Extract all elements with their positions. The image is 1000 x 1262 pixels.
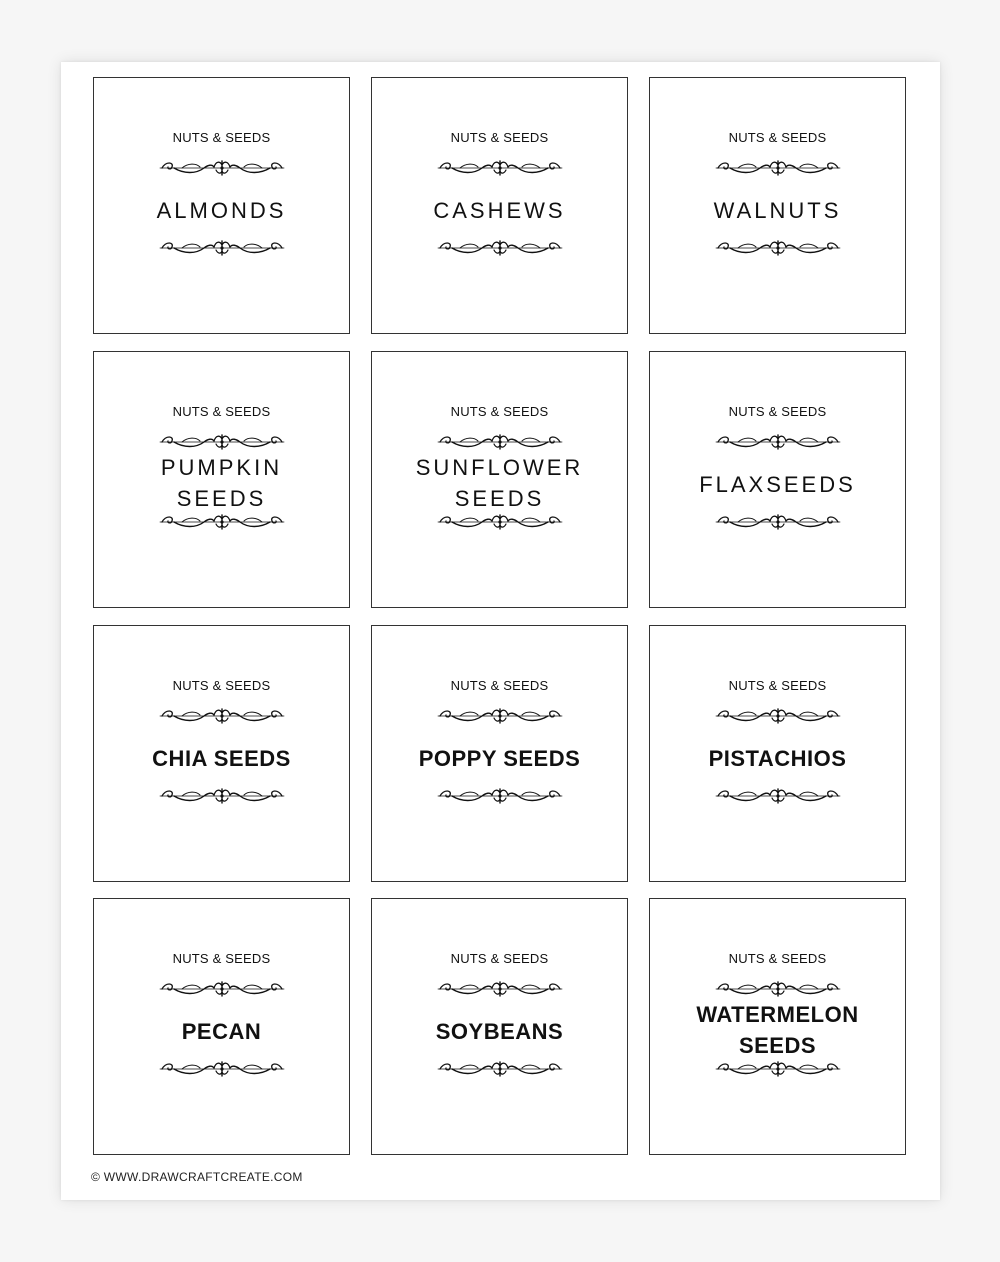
label-name: CHIA SEEDS — [152, 746, 291, 771]
label-name: SUNFLOWER SEEDS — [415, 455, 584, 511]
flourish-bottom-icon — [158, 787, 286, 805]
flourish-top-icon — [714, 980, 842, 998]
flourish-bottom-icon — [714, 787, 842, 805]
flourish-bottom-icon — [158, 1060, 286, 1078]
pantry-label — [93, 77, 350, 334]
pantry-label — [371, 898, 628, 1155]
label-name: PECAN — [181, 1019, 262, 1044]
flourish-bottom-icon — [436, 1060, 564, 1078]
flourish-top-icon — [158, 433, 286, 451]
pantry-label — [371, 625, 628, 882]
flourish-bottom-icon — [158, 239, 286, 257]
label-name: PISTACHIOS — [708, 746, 847, 771]
label-name: SOYBEANS — [435, 1019, 564, 1044]
flourish-top-icon — [714, 159, 842, 177]
pantry-label — [93, 625, 350, 882]
label-name: PUMPKIN SEEDS — [160, 455, 283, 511]
flourish-top-icon — [158, 707, 286, 725]
label-name: CASHEWS — [433, 198, 566, 223]
label-category: NUTS & SEEDS — [728, 404, 827, 419]
printable-sheet — [61, 62, 940, 1200]
label-name: FLAXSEEDS — [699, 472, 856, 497]
label-name: ALMONDS — [156, 198, 287, 223]
flourish-top-icon — [436, 980, 564, 998]
flourish-bottom-icon — [714, 1060, 842, 1078]
pantry-label — [371, 77, 628, 334]
flourish-top-icon — [158, 980, 286, 998]
label-name: WALNUTS — [713, 198, 842, 223]
flourish-top-icon — [714, 433, 842, 451]
label-category: NUTS & SEEDS — [728, 130, 827, 145]
label-category: NUTS & SEEDS — [450, 951, 549, 966]
label-category: NUTS & SEEDS — [172, 404, 271, 419]
flourish-bottom-icon — [436, 787, 564, 805]
flourish-bottom-icon — [714, 513, 842, 531]
pantry-label — [93, 351, 350, 608]
flourish-top-icon — [436, 433, 564, 451]
pantry-label — [649, 898, 906, 1155]
flourish-bottom-icon — [714, 239, 842, 257]
pantry-label — [649, 77, 906, 334]
flourish-top-icon — [158, 159, 286, 177]
pantry-label — [93, 898, 350, 1155]
label-category: NUTS & SEEDS — [450, 404, 549, 419]
label-category: NUTS & SEEDS — [172, 130, 271, 145]
pantry-label — [649, 625, 906, 882]
label-category: NUTS & SEEDS — [172, 951, 271, 966]
label-category: NUTS & SEEDS — [450, 678, 549, 693]
pantry-label — [649, 351, 906, 608]
pantry-label — [371, 351, 628, 608]
flourish-top-icon — [436, 159, 564, 177]
label-category: NUTS & SEEDS — [172, 678, 271, 693]
flourish-top-icon — [714, 707, 842, 725]
label-category: NUTS & SEEDS — [728, 951, 827, 966]
flourish-bottom-icon — [436, 239, 564, 257]
label-category: NUTS & SEEDS — [450, 130, 549, 145]
flourish-bottom-icon — [436, 513, 564, 531]
flourish-top-icon — [436, 707, 564, 725]
flourish-bottom-icon — [158, 513, 286, 531]
label-name: WATERMELON SEEDS — [696, 1002, 859, 1058]
label-category: NUTS & SEEDS — [728, 678, 827, 693]
copyright-text: © WWW.DRAWCRAFTCREATE.COM — [91, 1170, 303, 1184]
label-name: POPPY SEEDS — [418, 746, 581, 771]
